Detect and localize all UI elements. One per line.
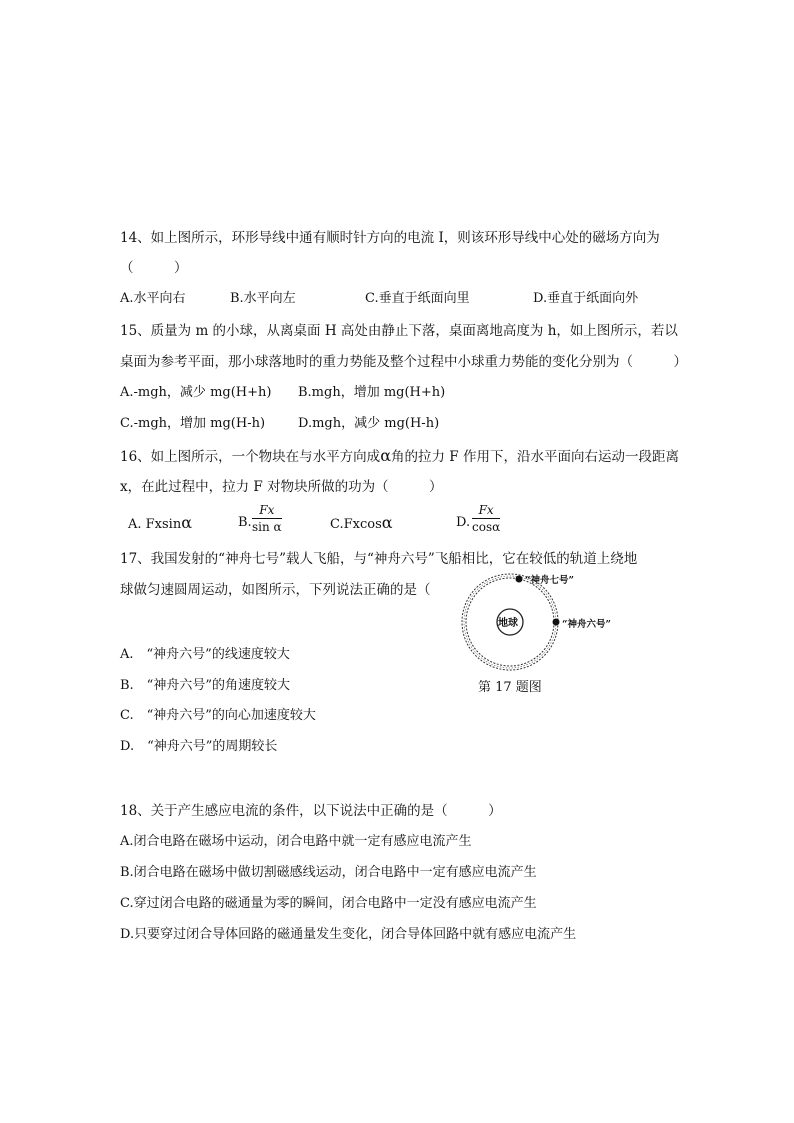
q14-option-b: B.水平向左 — [230, 291, 296, 306]
orbit-diagram — [455, 560, 655, 680]
q17-option-a: A. “神舟六号”的线速度较大 — [120, 647, 290, 662]
q18-stem: 18、关于产生感应电流的条件，以下说法中正确的是（ ） — [120, 803, 502, 819]
shenzhou-6-label: “神舟六号” — [562, 619, 611, 630]
figure-caption: 第 17 题图 — [478, 680, 542, 695]
fraction-denominator: cosα — [472, 520, 501, 534]
fraction-numerator: Fx — [252, 503, 282, 519]
shenzhou-7-dot — [516, 576, 523, 583]
q18-option-b: B.闭合电路在磁场中做切割磁感线运动，闭合电路中一定有感应电流产生 — [120, 865, 537, 880]
q16-stem-line2: x，在此过程中，拉力 F 对物块所做的功为（ ） — [120, 479, 443, 495]
q16-option-d-label: D. — [456, 515, 471, 530]
q14-option-a: A.水平向右 — [120, 291, 186, 306]
q16-option-b-fraction — [252, 503, 282, 534]
q15-stem-line2: 桌面为参考平面，那小球落地时的重力势能及整个过程中小球重力势能的变化分别为（ ） — [120, 354, 687, 370]
q17-option-c: C. “神舟六号”的向心加速度较大 — [120, 708, 316, 723]
alpha-symbol: α — [380, 446, 391, 465]
q16-option-c: C.Fxcosα — [330, 513, 393, 532]
fraction-denominator: sin α — [252, 520, 282, 534]
q18-option-a: A.闭合电路在磁场中运动，闭合电路中就一定有感应电流产生 — [120, 834, 472, 849]
q18-option-c: C.穿过闭合电路的磁通量为零的瞬间，闭合电路中一定没有感应电流产生 — [120, 896, 537, 911]
q14-option-c: C.垂直于纸面向里 — [365, 291, 470, 306]
q16-stem-line1: 16、如上图所示，一个物块在与水平方向成α角的拉力 F 作用下，沿水平面向右运动一段距离 — [120, 446, 679, 465]
q14-stem-line2: （ ） — [120, 260, 188, 276]
q15-option-c: C.-mgh，增加 mg(H-h) — [120, 416, 266, 431]
q14-stem-line1: 14、如上图所示，环形导线中通有顺时针方向的电流 I，则该环形导线中心处的磁场方向为 — [120, 230, 660, 246]
fraction-numerator: Fx — [472, 503, 500, 519]
q16-option-a: A. Fxsinα — [128, 513, 193, 532]
q16-option-d-fraction — [472, 503, 500, 534]
earth-label: 地球 — [498, 618, 518, 629]
q15-option-d: D.mgh，减少 mg(H-h) — [298, 416, 440, 431]
q14-option-d: D.垂直于纸面向外 — [533, 291, 639, 306]
q18-option-d: D.只要穿过闭合导体回路的磁通量发生变化，闭合导体回路中就有感应电流产生 — [120, 927, 577, 942]
q15-option-b: B.mgh，增加 mg(H+h) — [298, 385, 446, 400]
shenzhou-6-dot — [553, 619, 560, 626]
q17-option-b: B. “神舟六号”的角速度较大 — [120, 678, 290, 693]
q15-option-a: A.-mgh，减少 mg(H+h) — [120, 385, 272, 400]
q15-stem-line1: 15、质量为 m 的小球，从离桌面 H 高处由静止下落，桌面离地高度为 h，如上图所示，若以 — [120, 323, 678, 339]
q17-stem-line2: 球做匀速圆周运动，如图所示，下列说法正确的是（ — [120, 582, 431, 598]
q16-option-b-label: B. — [238, 515, 252, 530]
q17-option-d: D. “神舟六号”的周期较长 — [120, 739, 278, 754]
q17-stem-line1: 17、我国发射的“神舟七号”载人飞船，与“神舟六号”飞船相比，它在较低的轨道上绕地 — [120, 551, 638, 567]
shenzhou-7-label: “神舟七号” — [525, 575, 574, 586]
